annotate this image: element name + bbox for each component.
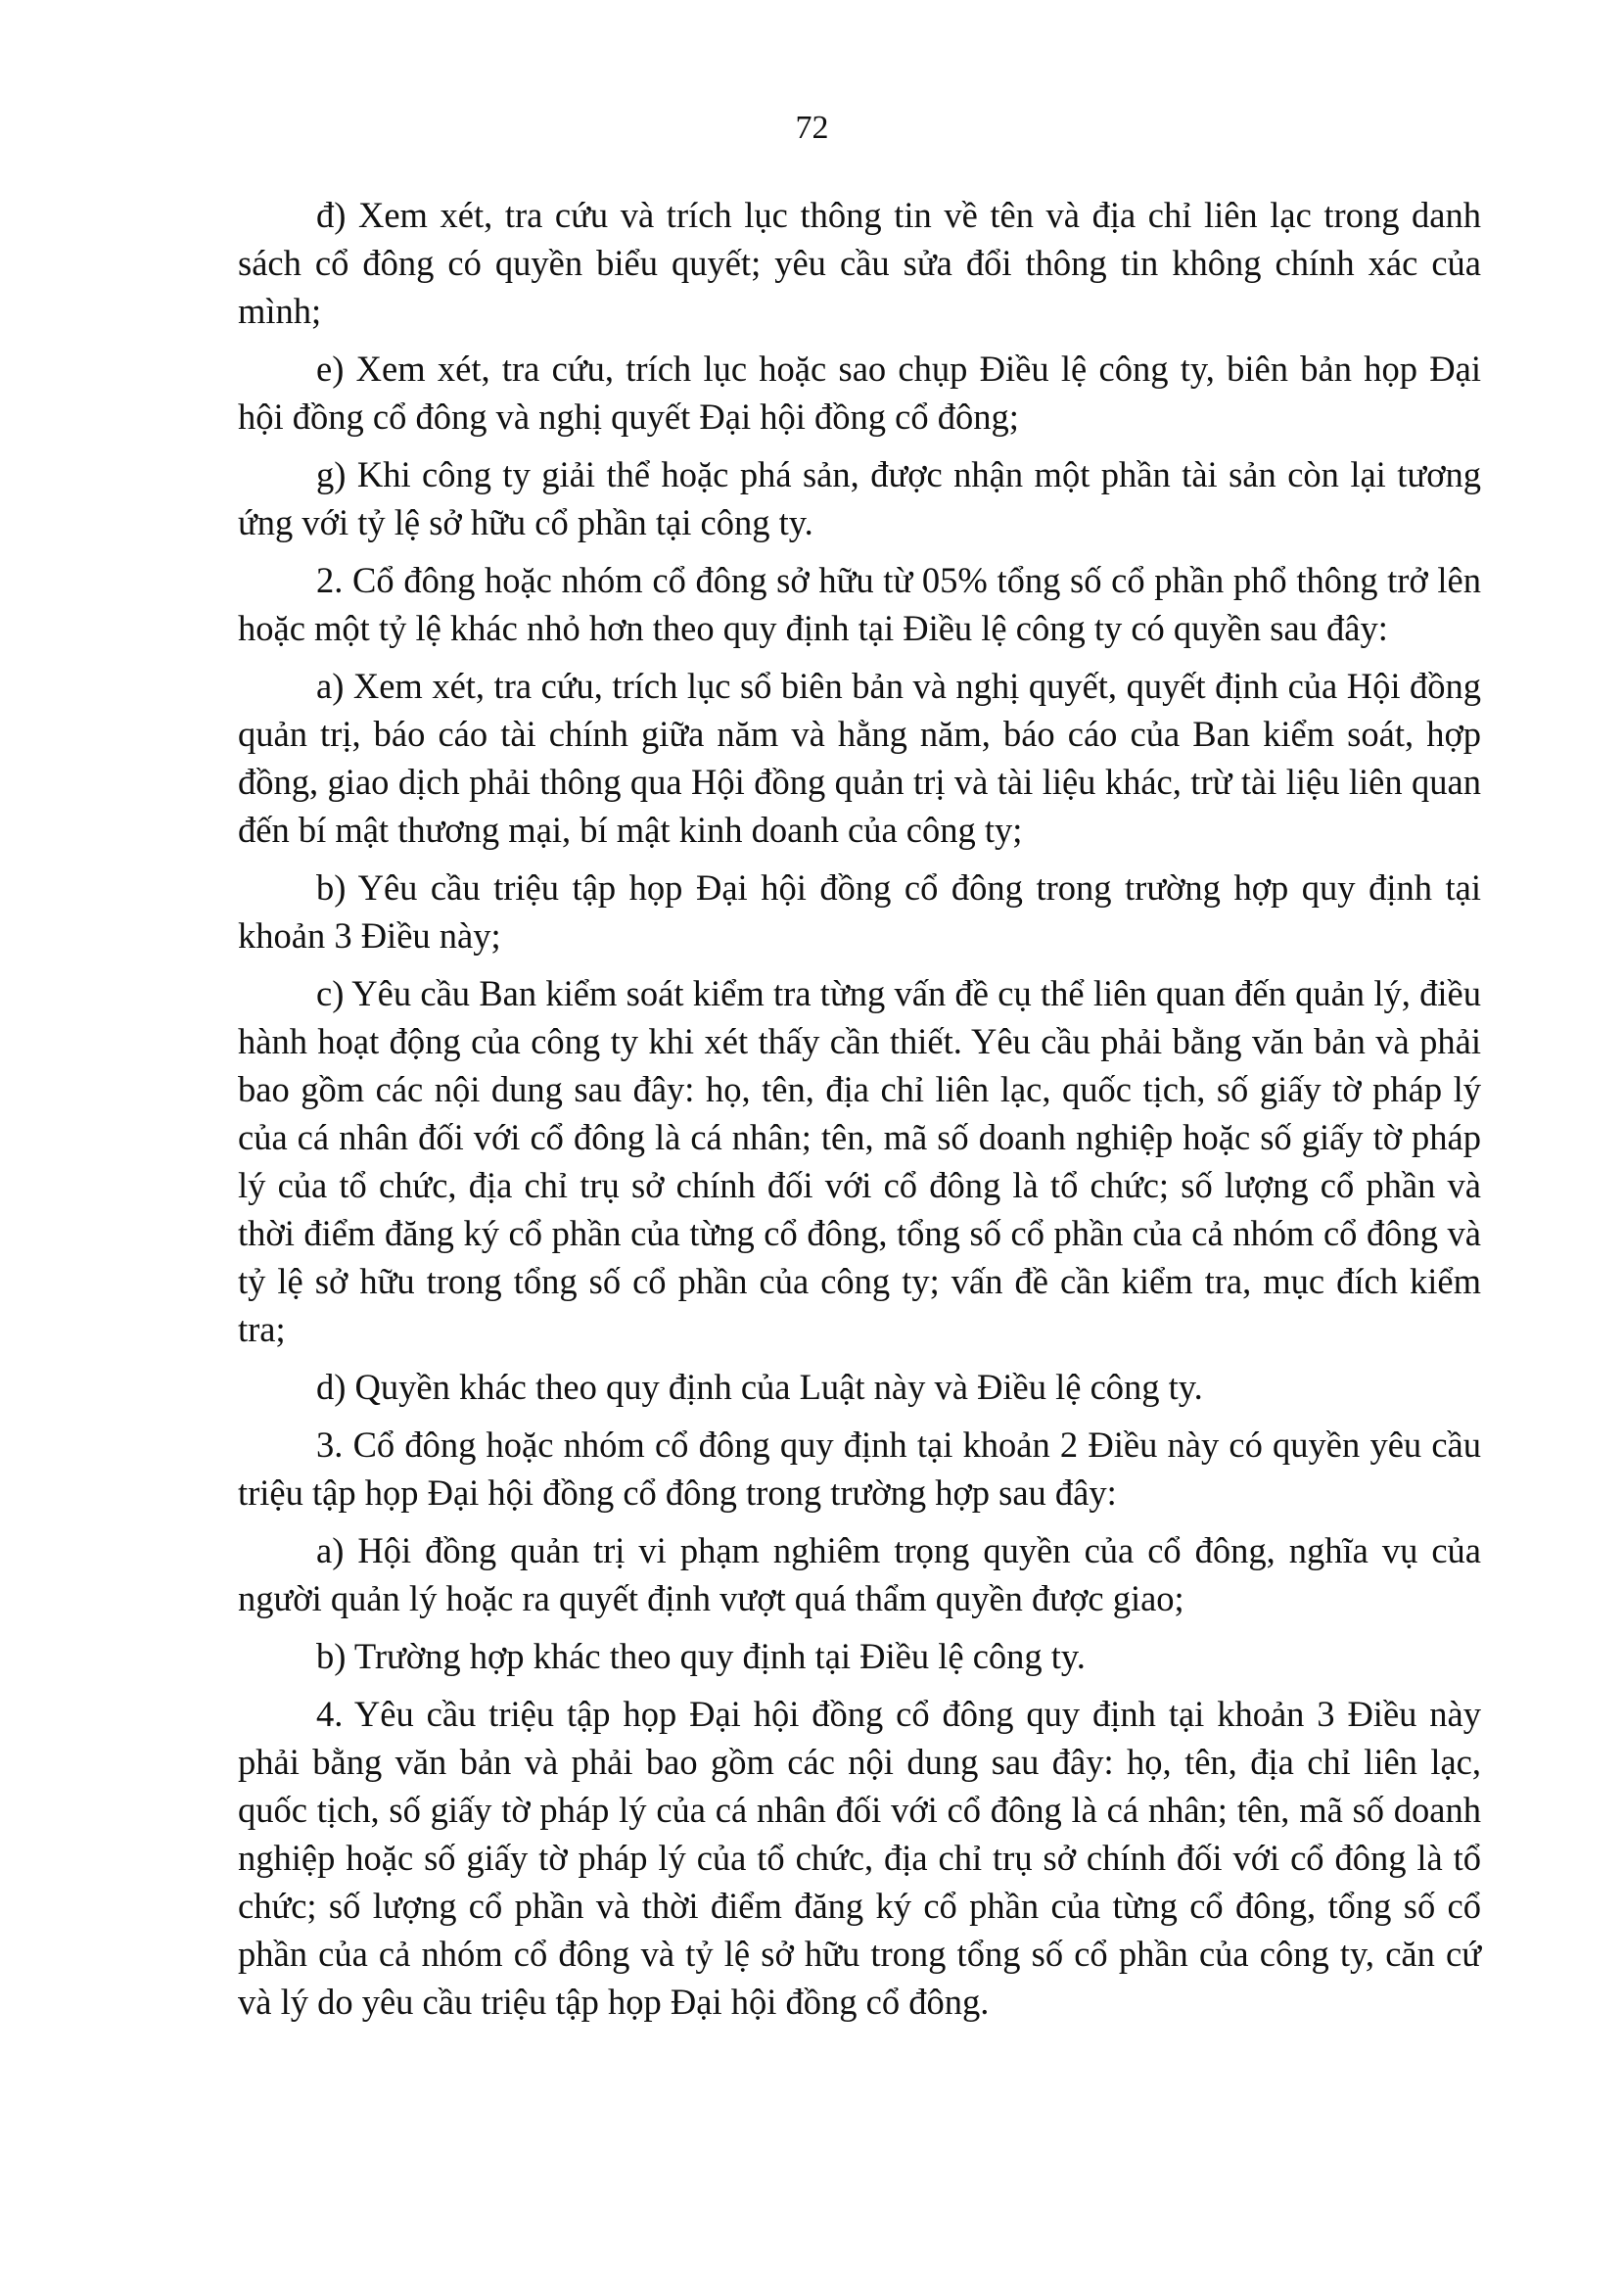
paragraph-e: e) Xem xét, tra cứu, trích lục hoặc sao chụp Điều lệ công ty, biên bản họp Đại hội đồng cổ đông và nghị quyết Đại hội đồng cổ đông; bbox=[238, 349, 1481, 437]
paragraph-g: g) Khi công ty giải thể hoặc phá sản, được nhận một phần tài sản còn lại tương ứng với tỷ lệ sở hữu cổ phần tại công ty. bbox=[238, 454, 1481, 542]
clause-3: 3. Cổ đông hoặc nhóm cổ đông quy định tại khoản 2 Điều này có quyền yêu cầu triệu tập họp Đại hội đồng cổ đông trong trường hợp sau đây: bbox=[238, 1425, 1481, 1513]
clause-2-item-d: d) Quyền khác theo quy định của Luật này và Điều lệ công ty. bbox=[316, 1367, 1203, 1407]
clause-2: 2. Cổ đông hoặc nhóm cổ đông sở hữu từ 05% tổng số cổ phần phổ thông trở lên hoặc một tỷ lệ khác nhỏ hơn theo quy định tại Điều lệ công ty có quyền sau đây: bbox=[238, 560, 1481, 648]
clause-2-item-b: b) Yêu cầu triệu tập họp Đại hội đồng cổ đông trong trường hợp quy định tại khoản 3 Điều này; bbox=[238, 867, 1481, 956]
clause-3-item-a: a) Hội đồng quản trị vi phạm nghiêm trọng quyền của cổ đông, nghĩa vụ của người quản lý hoặc ra quyết định vượt quá thẩm quyền được giao; bbox=[238, 1530, 1481, 1618]
clause-4: 4. Yêu cầu triệu tập họp Đại hội đồng cổ đông quy định tại khoản 3 Điều này phải bằng văn bản và phải bao gồm các nội dung sau đây: họ, tên, địa chỉ liên lạc, quốc tịch, số giấy tờ pháp lý của cá nhân đối với cổ đông là cá nhân; tên, mã số doanh nghiệp hoặc số giấy tờ pháp lý của tổ chức, địa chỉ trụ sở chính đối với cổ đông là tổ chức; số lượng cổ phần và thời điểm đăng ký cổ phần của từng cổ đông, tổng số cổ phần của cả nhóm cổ đông và tỷ lệ sở hữu trong tổng số cổ phần của công ty, căn cứ và lý do yêu cầu triệu tập họp Đại hội đồng cổ đông. bbox=[238, 1694, 1481, 2022]
document-body bbox=[238, 191, 1481, 2035]
paragraph-d-bar: đ) Xem xét, tra cứu và trích lục thông tin về tên và địa chỉ liên lạc trong danh sách cổ đông có quyền biểu quyết; yêu cầu sửa đổi thông tin không chính xác của mình; bbox=[238, 195, 1481, 331]
clause-2-item-c: c) Yêu cầu Ban kiểm soát kiểm tra từng vấn đề cụ thể liên quan đến quản lý, điều hành hoạt động của công ty khi xét thấy cần thiết. Yêu cầu phải bằng văn bản và phải bao gồm các nội dung sau đây: họ, tên, địa chỉ liên lạc, quốc tịch, số giấy tờ pháp lý của cá nhân đối với cổ đông là cá nhân; tên, mã số doanh nghiệp hoặc số giấy tờ pháp lý của tổ chức, địa chỉ trụ sở chính đối với cổ đông là tổ chức; số lượng cổ phần và thời điểm đăng ký cổ phần của từng cổ đông, tổng số cổ phần của cả nhóm cổ đông và tỷ lệ sở hữu trong tổng số cổ phần của công ty; vấn đề cần kiểm tra, mục đích kiểm tra; bbox=[238, 973, 1481, 1349]
clause-3-item-b: b) Trường hợp khác theo quy định tại Điều lệ công ty. bbox=[316, 1636, 1086, 1676]
clause-2-item-a: a) Xem xét, tra cứu, trích lục sổ biên bản và nghị quyết, quyết định của Hội đồng quản trị, báo cáo tài chính giữa năm và hằng năm, báo cáo của Ban kiểm soát, hợp đồng, giao dịch phải thông qua Hội đồng quản trị và tài liệu khác, trừ tài liệu liên quan đến bí mật thương mại, bí mật kinh doanh của công ty; bbox=[238, 666, 1481, 850]
page-number: 72 bbox=[795, 110, 829, 146]
